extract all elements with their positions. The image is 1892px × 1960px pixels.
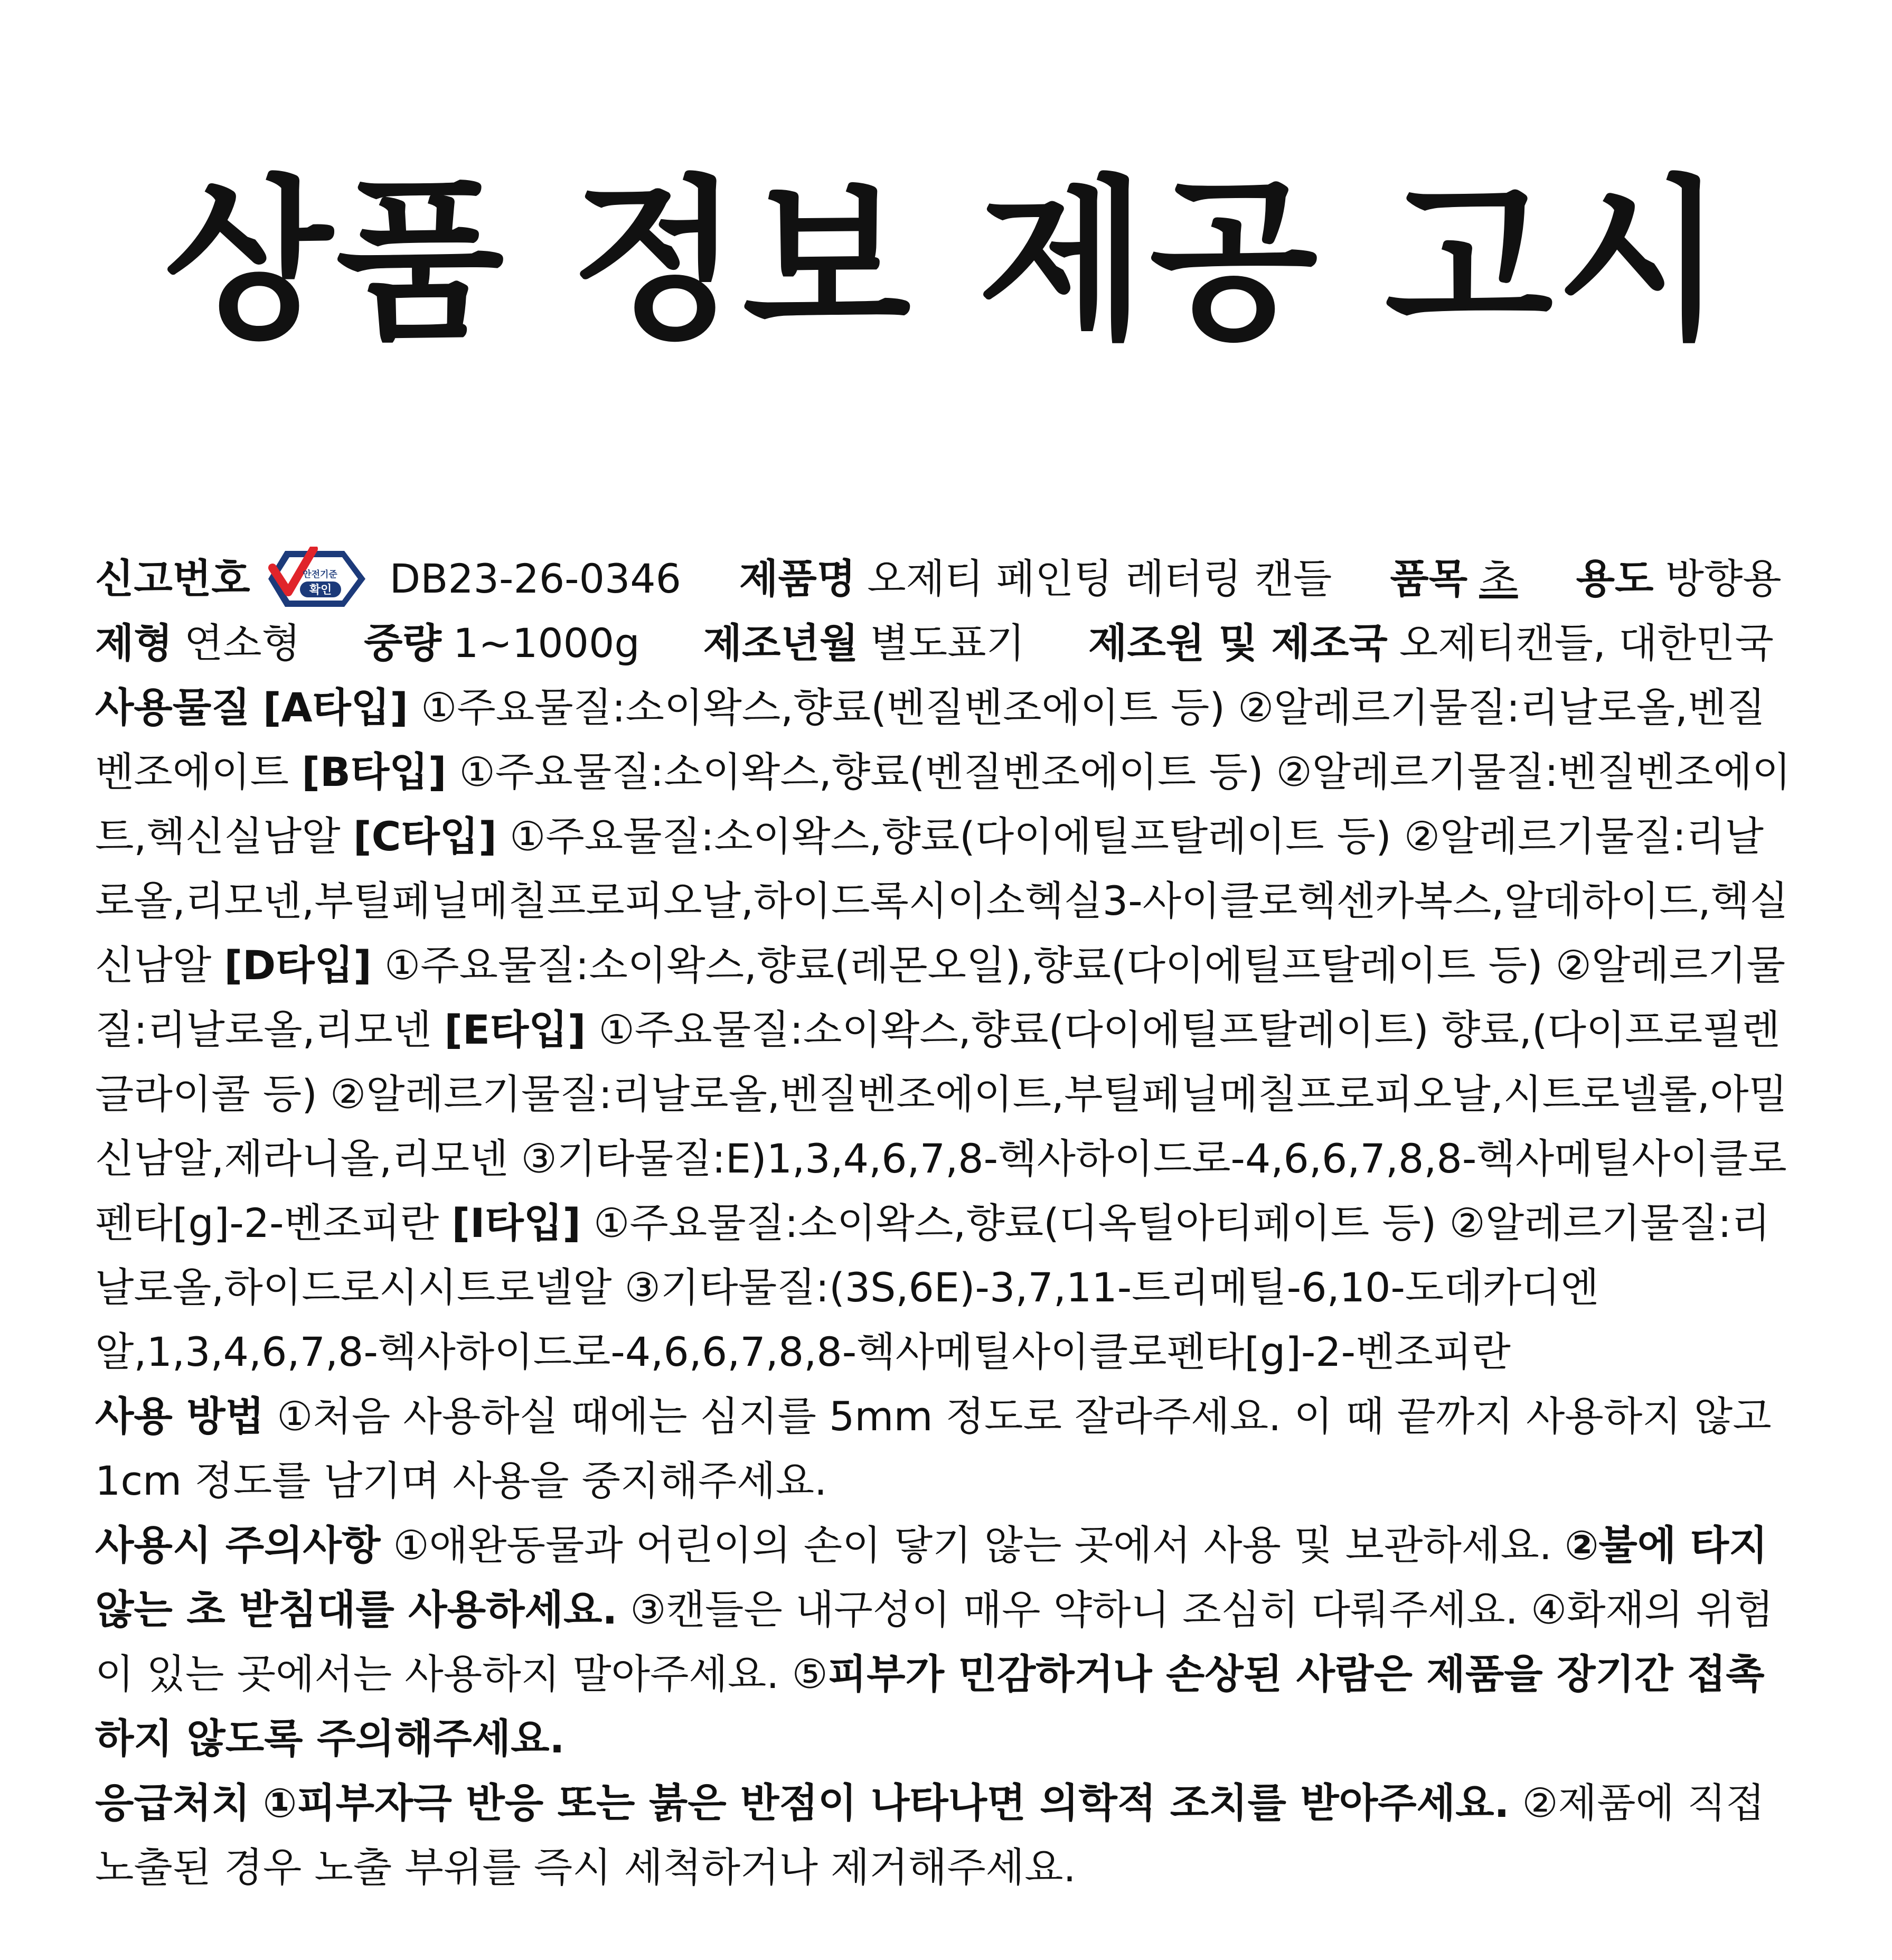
notice-body <box>95 547 1801 1900</box>
report-number-label: 신고번호 <box>95 555 250 602</box>
safety-check-badge-icon <box>265 547 369 611</box>
manufacturer <box>1088 611 1774 676</box>
caution-label: 사용시 주의사항 <box>95 1522 381 1569</box>
manufacture-date <box>703 611 1025 676</box>
item-type-value: 초 <box>1479 555 1518 602</box>
form-type-label: 제형 <box>95 620 173 667</box>
type-i-label: [I타입] <box>451 1199 581 1246</box>
item-type <box>1390 547 1518 611</box>
weight-value: 1~1000g <box>453 620 640 667</box>
usage-paragraph <box>95 1384 1801 1513</box>
caution-bold-2: 피부가 민감하거나 손상된 사람은 제품을 장기간 접촉하지 않도록 주의해주세요. <box>95 1650 1765 1762</box>
badge-line2: 확인 <box>309 584 332 597</box>
materials-label: 사용물질 <box>95 684 250 731</box>
materials-paragraph <box>95 676 1801 1384</box>
type-a-label: [A타입] <box>262 684 408 731</box>
manufacturer-label: 제조원 및 제조국 <box>1088 620 1388 667</box>
caution-text-1: ①애완동물과 어린이의 손이 닿기 않는 곳에서 사용 및 보관하세요. <box>393 1522 1565 1569</box>
manufacture-date-label: 제조년월 <box>703 620 859 667</box>
form-type <box>95 611 300 676</box>
info-row-2 <box>95 611 1801 676</box>
type-i-text: ①주요물질:소이왁스,향료(디옥틸아티페이트 등) ②알레르기물질:리날로올,하이드로시시트로넬알 ③기타물질:(3S,6E)-3,7,11-트리메틸-6,10-도데카디엔알,1,3,4,6,7,8-헥사하이드로-4,6,6,7,8,8-헥사메틸사이클로펜타[g]-2-벤조피란 <box>95 1199 1771 1375</box>
firstaid-label: 응급처치 <box>95 1779 250 1826</box>
product-name-value: 오제티 페인팅 레터링 캔들 <box>867 555 1332 602</box>
info-row-1 <box>95 547 1801 611</box>
caution-text-2: ③캔들은 내구성이 매우 약하니 조심히 다뤄주세요. ④화재의 위험이 있는 곳에서는 사용하지 말아주세요. ⑤ <box>95 1586 1774 1698</box>
caution-paragraph <box>95 1513 1801 1771</box>
manufacturer-value: 오제티캔들, 대한민국 <box>1399 620 1774 667</box>
form-type-value: 연소형 <box>184 620 301 667</box>
product-name-label: 제품명 <box>739 555 856 602</box>
report-number <box>95 547 681 611</box>
caution-bold-1: ②불에 타지 않는 초 받침대를 사용하세요. <box>95 1522 1768 1633</box>
weight-label: 중량 <box>364 620 441 667</box>
firstaid-paragraph <box>95 1771 1801 1900</box>
item-type-label: 품목 <box>1390 555 1468 602</box>
type-d-label: [D타입] <box>224 942 372 989</box>
usage-purpose-value: 방향용 <box>1665 555 1782 602</box>
type-e-label: [E타입] <box>444 1006 586 1053</box>
page-title: 상품 정보 제공 고시 <box>164 160 1728 363</box>
manufacture-date-value: 별도표기 <box>870 620 1025 667</box>
badge-line1: 안전기준 <box>302 569 337 580</box>
usage-text: ①처음 사용하실 때에는 심지를 5mm 정도로 잘라주세요. 이 때 끝까지 사용하지 않고 1cm 정도를 남기며 사용을 중지해주세요. <box>95 1393 1772 1504</box>
firstaid-bold-1: ①피부자극 반응 또는 붉은 반점이 나타나면 의학적 조치를 받아주세요. <box>262 1779 1510 1826</box>
type-c-text: ①주요물질:소이왁스,향료(다이에틸프탈레이트 등) ②알레르기물질:리날로올,리모넨,부틸페닐메칠프로피오날,하이드록시이소헥실3-사이클로헥센카복스,알데하이드,헥실신남알 <box>95 813 1789 989</box>
type-b-text: ①주요물질:소이왁스,향료(벤질벤조에이트 등) ②알레르기물질:벤질벤조에이트,헥신실남알 <box>95 748 1791 860</box>
usage-purpose <box>1576 547 1782 611</box>
weight <box>364 611 640 676</box>
type-d-text: ①주요물질:소이왁스,향료(레몬오일),향료(다이에틸프탈레이트 등) ②알레르기물질:리날로올,리모넨 <box>95 942 1785 1053</box>
report-number-value: DB23-26-0346 <box>389 555 682 602</box>
type-a-text: ①주요물질:소이왁스,향료(벤질벤조에이트 등) ②알레르기물질:리날로올,벤질벤조에이트 <box>95 684 1766 795</box>
type-e-text: ①주요물질:소이왁스,향료(다이에틸프탈레이트) 향료,(다이프로필렌글라이콜 등) ②알레르기물질:리날로올,벤질벤조에이트,부틸페닐메칠프로피오날,시트로넬롤,아밀신남알,제라니올,리모넨 ③기타물질:E)1,3,4,6,7,8-헥사하이드로-4,6,6,7,8,8-헥사메틸사이클로펜타[g]-2-벤조피란 <box>95 1006 1787 1246</box>
type-c-label: [C타입] <box>353 813 497 860</box>
type-b-label: [B타입] <box>302 748 447 795</box>
product-name <box>739 547 1332 611</box>
usage-purpose-label: 용도 <box>1576 555 1654 602</box>
firstaid-text-1: ②제품에 직접 노출된 경우 노출 부위를 즉시 세척하거나 제거해주세요. <box>95 1779 1765 1891</box>
usage-label: 사용 방법 <box>95 1393 265 1440</box>
